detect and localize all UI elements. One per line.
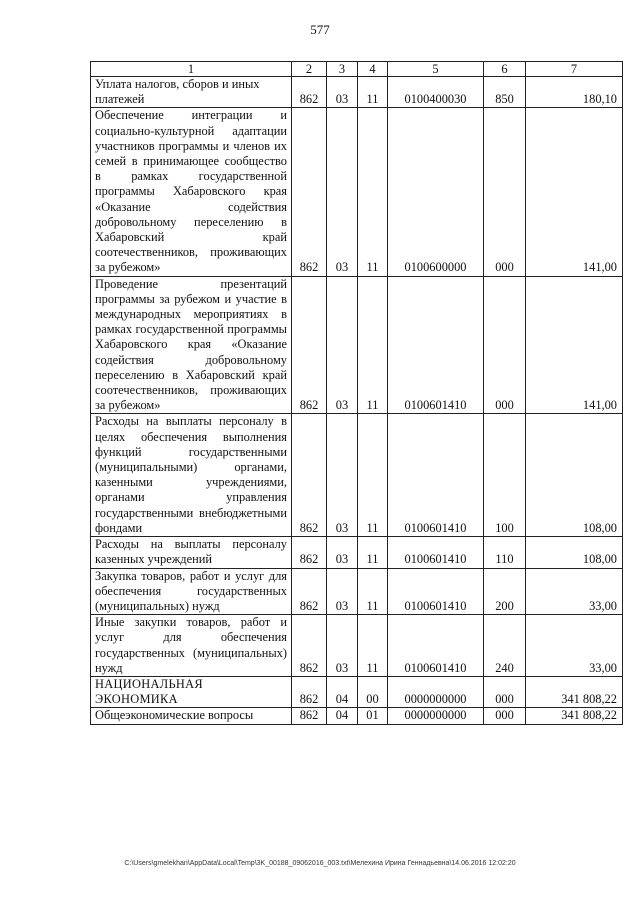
- table-row: [91, 676, 623, 707]
- file-path-footer: C:\Users\gmelekhan\AppData\Local\Temp\3K_00188_09062016_003.txt\Мелехина Ирина Геннадьевна\14.06.2016 12:02:20: [124, 860, 516, 867]
- section-code: 04: [327, 708, 358, 724]
- admin-code: 862: [292, 414, 327, 537]
- admin-code: 862: [292, 568, 327, 615]
- table-row: [91, 77, 623, 108]
- subsection-code: 11: [358, 537, 388, 568]
- target-code: 0100601410: [388, 537, 484, 568]
- amount: 180,10: [526, 77, 623, 108]
- column-header: 2: [292, 62, 327, 77]
- subsection-code: 11: [358, 77, 388, 108]
- row-name: Обеспечение интеграции и социально-культурной адаптации участников программы и членов их семей в принимающее сообщество в рамках государственной программы Хабаровского края «Оказание содействия добровольному переселению в Хабаровский край соотечественников, проживающих за рубежом»: [91, 108, 292, 276]
- section-code: 03: [327, 615, 358, 677]
- row-name: Общеэкономические вопросы: [91, 708, 292, 724]
- section-code: 03: [327, 414, 358, 537]
- expense-type-code: 100: [484, 414, 526, 537]
- row-name: Закупка товаров, работ и услуг для обеспечения государственных (муниципальных) нужд: [91, 568, 292, 615]
- subsection-code: 01: [358, 708, 388, 724]
- row-name: Иные закупки товаров, работ и услуг для обеспечения государственных (муниципальных) нужд: [91, 615, 292, 677]
- target-code: 0100601410: [388, 568, 484, 615]
- expense-type-code: 000: [484, 708, 526, 724]
- expense-type-code: 850: [484, 77, 526, 108]
- column-header: 7: [526, 62, 623, 77]
- amount: 341 808,22: [526, 676, 623, 707]
- section-code: 03: [327, 568, 358, 615]
- expense-type-code: 110: [484, 537, 526, 568]
- target-code: 0000000000: [388, 708, 484, 724]
- admin-code: 862: [292, 77, 327, 108]
- amount: 341 808,22: [526, 708, 623, 724]
- column-header: 5: [388, 62, 484, 77]
- section-code: 03: [327, 276, 358, 414]
- budget-table: [90, 61, 623, 725]
- row-name: Проведение презентаций программы за рубежом и участие в международных мероприятиях в рамках государственной программы Хабаровского края «Оказание содействия добровольному переселению в Хабаровский край соотечественников, проживающих за рубежом»: [91, 276, 292, 414]
- row-name: Расходы на выплаты персоналу казенных учреждений: [91, 537, 292, 568]
- subsection-code: 11: [358, 414, 388, 537]
- column-header: 6: [484, 62, 526, 77]
- table-row: [91, 414, 623, 537]
- row-name: НАЦИОНАЛЬНАЯ ЭКОНОМИКА: [91, 676, 292, 707]
- target-code: 0000000000: [388, 676, 484, 707]
- table-row: [91, 108, 623, 276]
- subsection-code: 11: [358, 108, 388, 276]
- admin-code: 862: [292, 108, 327, 276]
- amount: 33,00: [526, 568, 623, 615]
- expense-type-code: 000: [484, 676, 526, 707]
- section-code: 03: [327, 108, 358, 276]
- table-row: [91, 615, 623, 677]
- amount: 108,00: [526, 537, 623, 568]
- admin-code: 862: [292, 676, 327, 707]
- row-name: Расходы на выплаты персоналу в целях обеспечения выполнения функций государственными (муниципальными) органами, казенными учреждениями, органами управления государственными внебюджетными фондами: [91, 414, 292, 537]
- section-code: 03: [327, 537, 358, 568]
- target-code: 0100400030: [388, 77, 484, 108]
- admin-code: 862: [292, 276, 327, 414]
- amount: 141,00: [526, 276, 623, 414]
- subsection-code: 11: [358, 568, 388, 615]
- target-code: 0100601410: [388, 276, 484, 414]
- column-header: 1: [91, 62, 292, 77]
- page-number: 577: [310, 22, 330, 37]
- subsection-code: 11: [358, 615, 388, 677]
- expense-type-code: 000: [484, 276, 526, 414]
- target-code: 0100601410: [388, 615, 484, 677]
- table-row: [91, 568, 623, 615]
- section-code: 04: [327, 676, 358, 707]
- subsection-code: 00: [358, 676, 388, 707]
- expense-type-code: 240: [484, 615, 526, 677]
- amount: 33,00: [526, 615, 623, 677]
- target-code: 0100600000: [388, 108, 484, 276]
- admin-code: 862: [292, 615, 327, 677]
- column-header: 3: [327, 62, 358, 77]
- column-header: 4: [358, 62, 388, 77]
- admin-code: 862: [292, 708, 327, 724]
- table-row: [91, 537, 623, 568]
- table-row: [91, 708, 623, 724]
- subsection-code: 11: [358, 276, 388, 414]
- expense-type-code: 200: [484, 568, 526, 615]
- section-code: 03: [327, 77, 358, 108]
- row-name: Уплата налогов, сборов и иных платежей: [91, 77, 292, 108]
- expense-type-code: 000: [484, 108, 526, 276]
- table-row: [91, 276, 623, 414]
- admin-code: 862: [292, 537, 327, 568]
- target-code: 0100601410: [388, 414, 484, 537]
- table-header-row: [91, 62, 623, 77]
- amount: 141,00: [526, 108, 623, 276]
- amount: 108,00: [526, 414, 623, 537]
